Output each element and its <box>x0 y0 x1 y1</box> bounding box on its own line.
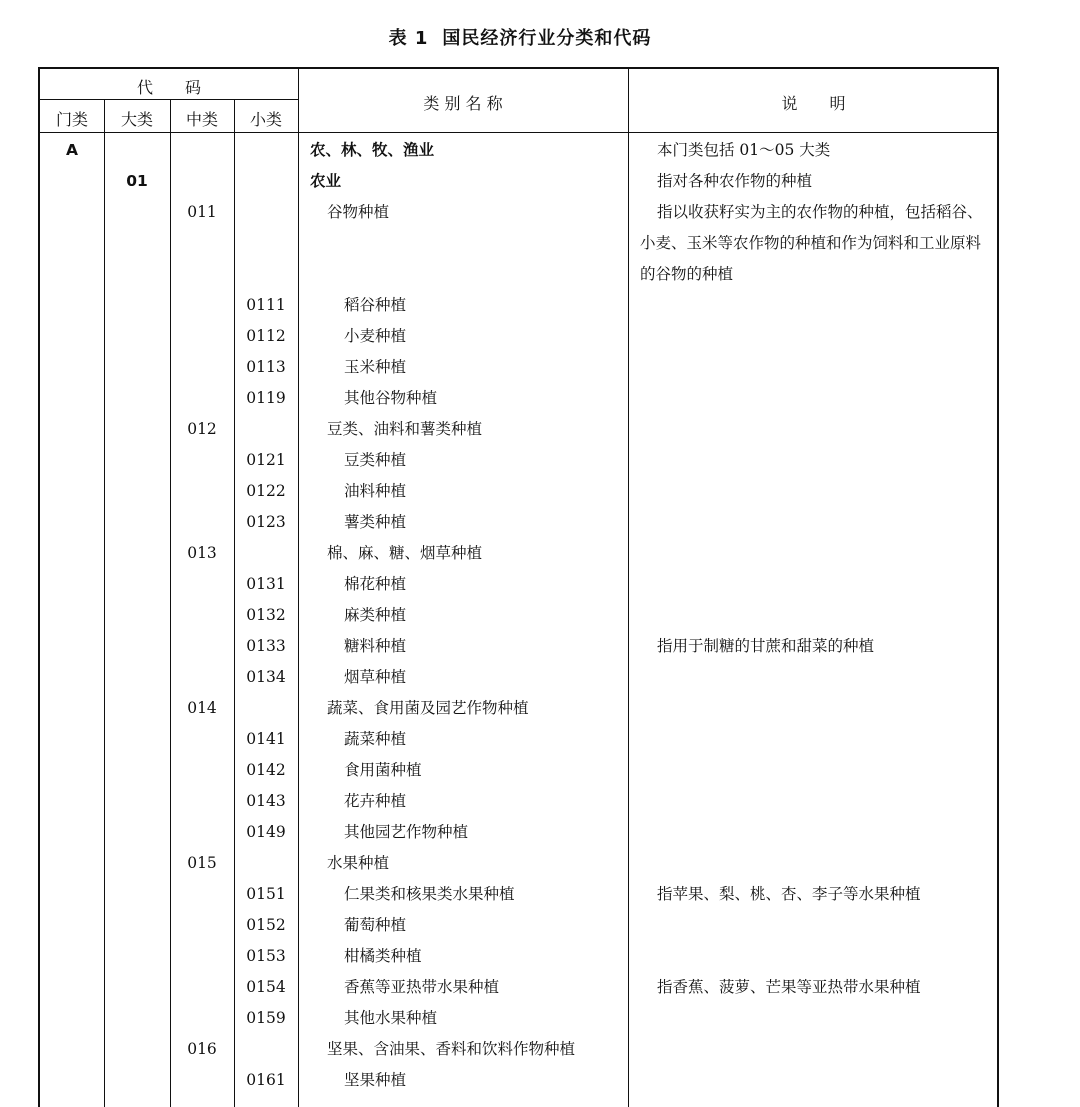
table-row <box>40 507 997 538</box>
code-da <box>104 352 170 383</box>
table-row <box>40 786 997 817</box>
code-zhong <box>170 321 234 352</box>
category-name: 坚果、含油果、香料和饮料作物种植 <box>327 1040 576 1058</box>
code-men <box>40 476 104 507</box>
table-caption: 国民经济行业分类和代码 <box>442 28 652 49</box>
code-da <box>104 476 170 507</box>
code-zhong <box>170 662 234 693</box>
category-name: 豆类种植 <box>344 451 407 469</box>
category-desc <box>640 414 999 445</box>
category-desc <box>640 910 999 941</box>
category-desc: 本门类包括 01～05 大类 <box>657 141 831 159</box>
code-zhong <box>170 383 234 414</box>
code-men <box>40 228 104 259</box>
category-desc <box>640 786 999 817</box>
code-da <box>104 724 170 755</box>
code-da <box>104 1003 170 1034</box>
code-men <box>40 817 104 848</box>
code-men <box>40 383 104 414</box>
category-desc <box>640 693 999 724</box>
category-desc <box>640 507 999 538</box>
code-men <box>40 1034 104 1065</box>
code-da <box>104 538 170 569</box>
category-name: 农、林、牧、渔业 <box>310 141 435 159</box>
code-zhong <box>170 166 234 197</box>
code-zhong <box>170 445 234 476</box>
category-name: 食用菌种植 <box>344 761 422 779</box>
category-name: 棉花种植 <box>344 575 407 593</box>
code-da <box>104 1034 170 1065</box>
code-men <box>40 631 104 662</box>
code-da <box>104 445 170 476</box>
category-desc: 指对各种农作物的种植 <box>657 172 813 190</box>
code-men <box>40 600 104 631</box>
code-da <box>104 259 170 290</box>
code-xiao: 0161 <box>246 1071 286 1089</box>
code-zhong <box>170 600 234 631</box>
table-row <box>40 724 997 755</box>
code-xiao: 0122 <box>246 482 286 500</box>
code-da <box>104 786 170 817</box>
code-xiao: 0111 <box>246 296 286 314</box>
code-zhong <box>170 786 234 817</box>
code-men <box>40 569 104 600</box>
category-desc <box>640 755 999 786</box>
code-men <box>40 259 104 290</box>
category-name: 稻谷种植 <box>344 296 407 314</box>
category-name: 香蕉等亚热带水果种植 <box>344 978 500 996</box>
code-zhong <box>170 259 234 290</box>
table-number: 表 1 <box>388 28 429 49</box>
code-men <box>40 445 104 476</box>
code-men <box>40 352 104 383</box>
table-row <box>40 631 997 662</box>
table-row <box>40 414 997 445</box>
category-name: 薯类种植 <box>344 513 407 531</box>
header-code-group: 代 码 <box>136 78 201 97</box>
code-xiao: 0159 <box>246 1009 286 1027</box>
category-name: 坚果种植 <box>344 1071 407 1089</box>
category-desc <box>640 538 999 569</box>
grain-description: 指以收获籽实为主的农作物的种植，包括稻谷、小麦、玉米等农作物的种植和作为饲料和工业原料的谷物的种植 <box>640 203 983 283</box>
code-da <box>104 879 170 910</box>
header-zhong: 中类 <box>185 110 218 129</box>
code-da <box>104 848 170 879</box>
code-zhong <box>170 352 234 383</box>
table-row <box>40 321 997 352</box>
code-da <box>104 941 170 972</box>
code-xiao: 0134 <box>246 668 286 686</box>
code-men <box>40 724 104 755</box>
code-men <box>40 507 104 538</box>
code-zhong <box>170 755 234 786</box>
category-desc <box>640 1065 999 1096</box>
category-desc <box>640 724 999 755</box>
code-men <box>40 1065 104 1096</box>
code-zhong: 014 <box>187 699 217 717</box>
category-name: 烟草种植 <box>344 668 407 686</box>
code-xiao: 0152 <box>246 916 286 934</box>
category-desc <box>640 600 999 631</box>
code-xiao: 0123 <box>246 513 286 531</box>
category-desc <box>640 817 999 848</box>
category-desc <box>640 476 999 507</box>
code-zhong <box>170 941 234 972</box>
category-name: 其他水果种植 <box>344 1009 438 1027</box>
category-desc: 指用于制糖的甘蔗和甜菜的种植 <box>657 637 875 655</box>
code-da: 01 <box>126 172 148 190</box>
code-men <box>40 972 104 1003</box>
table-row <box>40 879 997 910</box>
code-zhong <box>170 631 234 662</box>
code-da <box>104 662 170 693</box>
table-row <box>40 166 997 197</box>
code-zhong <box>170 476 234 507</box>
code-xiao <box>234 259 298 290</box>
code-xiao: 0133 <box>246 637 286 655</box>
code-xiao: 0154 <box>246 978 286 996</box>
category-desc <box>640 321 999 352</box>
category-name: 农业 <box>310 172 342 190</box>
category-name: 柑橘类种植 <box>344 947 422 965</box>
category-name: 蔬菜、食用菌及园艺作物种植 <box>327 699 529 717</box>
category-name <box>298 228 655 259</box>
code-zhong: 011 <box>187 203 217 221</box>
code-da <box>104 383 170 414</box>
category-desc: 指香蕉、菠萝、芒果等亚热带水果种植 <box>657 978 921 996</box>
industry-classification-table <box>38 67 999 1107</box>
table-row <box>40 755 997 786</box>
table-row <box>40 693 997 724</box>
code-xiao <box>234 693 298 724</box>
code-zhong <box>170 507 234 538</box>
table-row <box>40 941 997 972</box>
code-da <box>104 600 170 631</box>
header-name: 类 别 名 称 <box>423 94 503 113</box>
table-row <box>40 662 997 693</box>
code-xiao: 0119 <box>246 389 286 407</box>
category-name: 麻类种植 <box>344 606 407 624</box>
header-divider <box>40 132 997 133</box>
code-xiao <box>234 197 298 228</box>
category-desc <box>640 383 999 414</box>
code-zhong <box>170 972 234 1003</box>
header-xiao: 小类 <box>249 110 282 129</box>
table-row <box>40 1034 997 1065</box>
code-xiao: 0112 <box>246 327 286 345</box>
code-da <box>104 414 170 445</box>
table-row <box>40 135 997 166</box>
code-xiao: 0151 <box>246 885 286 903</box>
code-xiao <box>234 166 298 197</box>
code-zhong <box>170 910 234 941</box>
category-name: 豆类、油料和薯类种植 <box>327 420 483 438</box>
code-da <box>104 228 170 259</box>
table-title <box>0 24 1040 50</box>
table-row <box>40 352 997 383</box>
table-row <box>40 445 997 476</box>
table-row <box>40 817 997 848</box>
code-da <box>104 197 170 228</box>
category-name: 水果种植 <box>327 854 390 872</box>
code-da <box>104 1065 170 1096</box>
code-da <box>104 972 170 1003</box>
code-men <box>40 538 104 569</box>
code-da <box>104 631 170 662</box>
category-name: 葡萄种植 <box>344 916 407 934</box>
code-xiao: 0131 <box>246 575 286 593</box>
code-men <box>40 290 104 321</box>
code-men <box>40 414 104 445</box>
code-da <box>104 290 170 321</box>
code-da <box>104 569 170 600</box>
code-men <box>40 786 104 817</box>
category-desc <box>640 445 999 476</box>
code-xiao <box>234 228 298 259</box>
code-men <box>40 321 104 352</box>
code-zhong <box>170 724 234 755</box>
table-row <box>40 1065 997 1096</box>
code-da <box>104 910 170 941</box>
table-row <box>40 538 997 569</box>
table-row <box>40 972 997 1003</box>
category-name <box>298 259 655 290</box>
table-row <box>40 1003 997 1034</box>
code-men <box>40 910 104 941</box>
code-zhong <box>170 569 234 600</box>
code-xiao: 0142 <box>246 761 286 779</box>
category-desc <box>640 290 999 321</box>
header-desc: 说 明 <box>781 94 846 113</box>
code-zhong <box>170 817 234 848</box>
code-men <box>40 848 104 879</box>
code-men <box>40 166 104 197</box>
category-desc <box>640 1034 999 1065</box>
category-name: 花卉种植 <box>344 792 407 810</box>
code-zhong: 015 <box>187 854 217 872</box>
code-xiao <box>234 848 298 879</box>
code-men <box>40 879 104 910</box>
code-men <box>40 755 104 786</box>
category-desc <box>640 352 999 383</box>
category-name: 谷物种植 <box>327 203 390 221</box>
table-row <box>40 290 997 321</box>
category-name: 油料种植 <box>344 482 407 500</box>
code-da <box>104 693 170 724</box>
code-xiao: 0153 <box>246 947 286 965</box>
code-xiao <box>234 1034 298 1065</box>
table-row <box>40 383 997 414</box>
header-men: 门类 <box>55 110 88 129</box>
code-men <box>40 941 104 972</box>
category-name: 玉米种植 <box>344 358 407 376</box>
category-name: 糖料种植 <box>344 637 407 655</box>
category-desc <box>640 941 999 972</box>
code-xiao: 0143 <box>246 792 286 810</box>
code-zhong <box>170 135 234 166</box>
category-name: 其他谷物种植 <box>344 389 438 407</box>
table-row <box>40 476 997 507</box>
code-xiao: 0113 <box>246 358 286 376</box>
category-name: 其他园艺作物种植 <box>344 823 469 841</box>
table-row <box>40 569 997 600</box>
code-xiao: 0149 <box>246 823 286 841</box>
code-xiao: 0141 <box>246 730 286 748</box>
category-desc <box>640 1003 999 1034</box>
code-zhong <box>170 1003 234 1034</box>
code-zhong <box>170 290 234 321</box>
code-zhong <box>170 228 234 259</box>
code-xiao <box>234 135 298 166</box>
code-men <box>40 693 104 724</box>
code-xiao: 0132 <box>246 606 286 624</box>
table-row <box>40 910 997 941</box>
code-da <box>104 135 170 166</box>
category-name: 棉、麻、糖、烟草种植 <box>327 544 483 562</box>
table-row <box>40 600 997 631</box>
code-xiao <box>234 414 298 445</box>
category-desc <box>640 662 999 693</box>
code-zhong: 016 <box>187 1040 217 1058</box>
header-divider <box>40 99 298 100</box>
code-da <box>104 817 170 848</box>
code-da <box>104 321 170 352</box>
header-da: 大类 <box>120 110 153 129</box>
code-zhong: 012 <box>187 420 217 438</box>
code-zhong <box>170 1065 234 1096</box>
code-xiao <box>234 538 298 569</box>
code-da <box>104 507 170 538</box>
code-men <box>40 662 104 693</box>
category-name: 仁果类和核果类水果种植 <box>344 885 515 903</box>
code-men: A <box>66 141 78 159</box>
code-zhong <box>170 879 234 910</box>
code-men <box>40 197 104 228</box>
table-row <box>40 848 997 879</box>
category-desc <box>640 569 999 600</box>
code-xiao: 0121 <box>246 451 286 469</box>
category-name: 蔬菜种植 <box>344 730 407 748</box>
code-zhong: 013 <box>187 544 217 562</box>
code-da <box>104 755 170 786</box>
category-desc: 指苹果、梨、桃、杏、李子等水果种植 <box>657 885 921 903</box>
category-name: 小麦种植 <box>344 327 407 345</box>
category-desc <box>640 848 999 879</box>
code-men <box>40 1003 104 1034</box>
